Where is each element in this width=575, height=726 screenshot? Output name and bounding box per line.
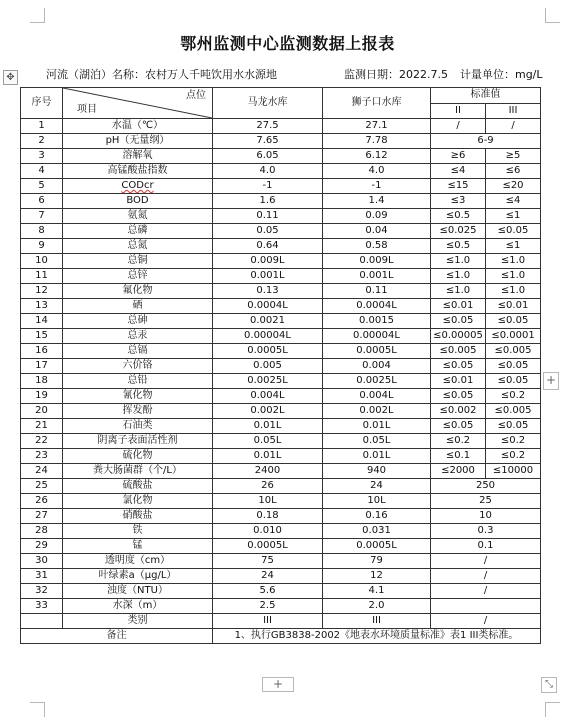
row-standard-ii: ≤0.05 (431, 389, 486, 404)
row-site1-value: 2.5 (213, 599, 323, 614)
table-row (21, 614, 541, 629)
row-standard-ii: / (431, 119, 486, 134)
table-row (21, 359, 541, 374)
row-item: 叶绿素a（μg/L） (63, 569, 213, 584)
row-site1-value: 6.05 (213, 149, 323, 164)
table-row (21, 164, 541, 179)
row-standard-iii: ≤6 (486, 164, 541, 179)
row-site1-value: 2400 (213, 464, 323, 479)
row-site2-value: 1.4 (323, 194, 431, 209)
header-seq: 序号 (21, 88, 63, 119)
row-item: 硫酸盐 (63, 479, 213, 494)
row-site1-value: 0.05 (213, 224, 323, 239)
row-item: 总砷 (63, 314, 213, 329)
row-standard-ii: ≤2000 (431, 464, 486, 479)
table-row (21, 524, 541, 539)
row-item: 粪大肠菌群（个/L） (63, 464, 213, 479)
row-number: 5 (21, 179, 63, 194)
table-row (21, 224, 541, 239)
row-site1-value: 75 (213, 554, 323, 569)
data-table (20, 87, 541, 644)
row-site1-value: 0.0005L (213, 539, 323, 554)
row-standard-ii: ≤0.005 (431, 344, 486, 359)
row-standard-value: 250 (431, 479, 541, 494)
row-site2-value: 0.05L (323, 434, 431, 449)
row-number: 31 (21, 569, 63, 584)
row-site1-value: 10L (213, 494, 323, 509)
row-item: 总镉 (63, 344, 213, 359)
row-standard-value: 0.3 (431, 524, 541, 539)
row-standard-iii: ≤0.05 (486, 359, 541, 374)
row-site2-value: 0.58 (323, 239, 431, 254)
monitor-meta (344, 66, 543, 82)
row-number: 32 (21, 584, 63, 599)
row-number: 12 (21, 284, 63, 299)
table-row (21, 239, 541, 254)
row-site2-value: 0.00004L (323, 329, 431, 344)
row-item: 总磷 (63, 224, 213, 239)
row-item: 石油类 (63, 419, 213, 434)
row-site1-value: 0.010 (213, 524, 323, 539)
table-row (21, 509, 541, 524)
row-standard-ii: ≤4 (431, 164, 486, 179)
row-standard-iii: ≤0.005 (486, 404, 541, 419)
row-standard-iii: ≤4 (486, 194, 541, 209)
row-item: 锰 (63, 539, 213, 554)
row-standard-ii: ≤1.0 (431, 254, 486, 269)
row-item: 总铅 (63, 374, 213, 389)
unit-label: 计量单位：mg/L (459, 68, 543, 81)
row-standard-ii: ≥6 (431, 149, 486, 164)
row-item: 硒 (63, 299, 213, 314)
row-site2-value: 0.002L (323, 404, 431, 419)
row-site2-value: 24 (323, 479, 431, 494)
row-site1-value: 24 (213, 569, 323, 584)
row-number: 1 (21, 119, 63, 134)
table-row (21, 269, 541, 284)
table-row (21, 329, 541, 344)
row-item: 水温（℃） (63, 119, 213, 134)
table-row (21, 404, 541, 419)
row-number: 26 (21, 494, 63, 509)
header-row (21, 88, 541, 104)
row-number: 33 (21, 599, 63, 614)
row-item: 浊度（NTU） (63, 584, 213, 599)
row-item: 氟化物 (63, 284, 213, 299)
row-site1-value: 0.01L (213, 449, 323, 464)
row-standard-iii: ≤0.05 (486, 419, 541, 434)
row-item: CODcr (63, 179, 213, 194)
row-standard-ii: ≤0.05 (431, 314, 486, 329)
row-number: 11 (21, 269, 63, 284)
row-number: 20 (21, 404, 63, 419)
row-site1-value: 0.13 (213, 284, 323, 299)
row-standard-iii: ≤1.0 (486, 269, 541, 284)
row-standard-ii: ≤3 (431, 194, 486, 209)
river-name-label: 河流（湖泊）名称：农村万人千吨饮用水水源地 (46, 68, 277, 81)
row-site2-value: 0.01L (323, 449, 431, 464)
row-number: 3 (21, 149, 63, 164)
row-standard-ii: ≤0.01 (431, 374, 486, 389)
page-corner-mark (30, 702, 45, 717)
table-row (21, 539, 541, 554)
row-number: 19 (21, 389, 63, 404)
row-standard-value: 10 (431, 509, 541, 524)
remark-row (21, 629, 541, 644)
header-item: 项目 (77, 104, 97, 115)
row-site2-value: 0.0005L (323, 539, 431, 554)
row-standard-ii: ≤0.05 (431, 419, 486, 434)
header-standard: 标准值 (431, 88, 541, 104)
row-site2-value: 12 (323, 569, 431, 584)
row-item: 氨氮 (63, 209, 213, 224)
row-site2-value: 0.001L (323, 269, 431, 284)
row-standard-iii: ≤10000 (486, 464, 541, 479)
row-number: 8 (21, 224, 63, 239)
row-number: 27 (21, 509, 63, 524)
table-row (21, 389, 541, 404)
row-item: 总氮 (63, 239, 213, 254)
row-standard-iii: ≤0.2 (486, 449, 541, 464)
row-site2-value: 940 (323, 464, 431, 479)
row-standard-iii: ≤0.05 (486, 224, 541, 239)
table-move-icon[interactable]: ✥ (3, 70, 18, 85)
row-site1-value: 0.009L (213, 254, 323, 269)
row-standard-iii: ≥5 (486, 149, 541, 164)
row-number: 22 (21, 434, 63, 449)
row-standard-ii: ≤1.0 (431, 284, 486, 299)
row-site2-value: 0.0005L (323, 344, 431, 359)
table-row (21, 449, 541, 464)
row-standard-value: / (431, 614, 541, 629)
table-row (21, 179, 541, 194)
row-standard-value: / (431, 554, 541, 569)
row-number: 6 (21, 194, 63, 209)
row-item: 六价铬 (63, 359, 213, 374)
row-site1-value: 0.0005L (213, 344, 323, 359)
table-row (21, 134, 541, 149)
row-site1-value: 0.11 (213, 209, 323, 224)
table-row (21, 494, 541, 509)
row-standard-iii: ≤20 (486, 179, 541, 194)
row-item: pH（无量纲） (63, 134, 213, 149)
table-row (21, 254, 541, 269)
row-site1-value: 0.004L (213, 389, 323, 404)
row-site2-value: 2.0 (323, 599, 431, 614)
row-site1-value: 0.64 (213, 239, 323, 254)
row-number: 10 (21, 254, 63, 269)
row-standard-iii: ≤1 (486, 239, 541, 254)
row-item: 挥发酚 (63, 404, 213, 419)
row-site2-value: 0.009L (323, 254, 431, 269)
row-site1-value: 0.0004L (213, 299, 323, 314)
row-item: 类别 (63, 614, 213, 629)
add-row-icon[interactable]: + (262, 677, 294, 692)
row-standard-iii: ≤1.0 (486, 284, 541, 299)
row-standard-iii: ≤0.05 (486, 314, 541, 329)
table-row (21, 419, 541, 434)
header-site2: 狮子口水库 (323, 88, 431, 119)
row-site2-value: III (323, 614, 431, 629)
row-site1-value: 0.00004L (213, 329, 323, 344)
header-std-ii: II (431, 103, 486, 119)
row-standard-iii: ≤0.005 (486, 344, 541, 359)
table-row (21, 284, 541, 299)
row-site1-value: 4.0 (213, 164, 323, 179)
row-site2-value: 0.0025L (323, 374, 431, 389)
row-standard-ii: ≤0.002 (431, 404, 486, 419)
row-item: 铁 (63, 524, 213, 539)
table-row (21, 479, 541, 494)
row-item: 硝酸盐 (63, 509, 213, 524)
row-standard-iii: ≤0.01 (486, 299, 541, 314)
row-item: BOD (63, 194, 213, 209)
row-site2-value: 0.004 (323, 359, 431, 374)
table-row (21, 554, 541, 569)
row-item: 水深（m） (63, 599, 213, 614)
row-site1-value: 0.0025L (213, 374, 323, 389)
row-site1-value: 0.01L (213, 419, 323, 434)
row-site2-value: 4.0 (323, 164, 431, 179)
row-item: 硫化物 (63, 449, 213, 464)
row-number: 24 (21, 464, 63, 479)
row-number: 23 (21, 449, 63, 464)
row-standard-ii: ≤0.2 (431, 434, 486, 449)
row-site2-value: 10L (323, 494, 431, 509)
row-number: 18 (21, 374, 63, 389)
row-site2-value: 0.0004L (323, 299, 431, 314)
row-site1-value: 0.005 (213, 359, 323, 374)
header-std-iii: III (486, 103, 541, 119)
row-standard-value: / (431, 569, 541, 584)
table-row (21, 374, 541, 389)
row-standard-value: 6-9 (431, 134, 541, 149)
row-standard-iii: ≤0.05 (486, 374, 541, 389)
row-number: 17 (21, 359, 63, 374)
row-site1-value: 27.5 (213, 119, 323, 134)
row-site2-value: 7.78 (323, 134, 431, 149)
header-point: 点位 (186, 90, 206, 101)
row-standard-iii: / (486, 119, 541, 134)
table-row (21, 209, 541, 224)
row-standard-value: 0.1 (431, 539, 541, 554)
header-diagonal-cell (63, 88, 213, 119)
row-standard-ii: ≤0.025 (431, 224, 486, 239)
row-number: 2 (21, 134, 63, 149)
table-row (21, 464, 541, 479)
row-number: 7 (21, 209, 63, 224)
table-row (21, 344, 541, 359)
row-number (21, 614, 63, 629)
row-site1-value: 0.0021 (213, 314, 323, 329)
remark-text: 1、执行GB3838-2002《地表水环境质量标准》表1 III类标准。 (213, 629, 541, 644)
report-title: 鄂州监测中心监测数据上报表 (180, 34, 395, 53)
row-item: 总汞 (63, 329, 213, 344)
row-site2-value: 6.12 (323, 149, 431, 164)
row-number: 16 (21, 344, 63, 359)
row-site2-value: 0.04 (323, 224, 431, 239)
table-row (21, 149, 541, 164)
header-site1: 马龙水库 (213, 88, 323, 119)
row-number: 15 (21, 329, 63, 344)
row-site1-value: 26 (213, 479, 323, 494)
row-number: 21 (21, 419, 63, 434)
remark-label: 备注 (21, 629, 213, 644)
row-site1-value: 5.6 (213, 584, 323, 599)
row-site2-value: 0.11 (323, 284, 431, 299)
row-site1-value: III (213, 614, 323, 629)
row-site1-value: 0.05L (213, 434, 323, 449)
table-row (21, 119, 541, 134)
row-number: 9 (21, 239, 63, 254)
page-corner-mark (30, 8, 45, 23)
page-corner-mark (545, 702, 560, 717)
resize-icon[interactable]: ⤡ (541, 677, 557, 693)
table-row (21, 434, 541, 449)
row-item: 总锌 (63, 269, 213, 284)
row-item: 总铜 (63, 254, 213, 269)
row-item: 氯化物 (63, 494, 213, 509)
row-number: 25 (21, 479, 63, 494)
row-site2-value: 0.09 (323, 209, 431, 224)
row-standard-ii: ≤15 (431, 179, 486, 194)
row-standard-ii: ≤0.5 (431, 209, 486, 224)
row-site2-value: 0.004L (323, 389, 431, 404)
row-standard-ii: ≤0.1 (431, 449, 486, 464)
row-site2-value: -1 (323, 179, 431, 194)
row-number: 14 (21, 314, 63, 329)
row-number: 29 (21, 539, 63, 554)
table-row (21, 194, 541, 209)
row-standard-value: 25 (431, 494, 541, 509)
row-standard-value (431, 599, 541, 614)
row-item: 氰化物 (63, 389, 213, 404)
add-column-icon[interactable]: + (543, 372, 559, 390)
row-standard-value: / (431, 584, 541, 599)
row-site1-value: 1.6 (213, 194, 323, 209)
row-standard-ii: ≤1.0 (431, 269, 486, 284)
date-label: 监测日期：2022.7.5 (344, 68, 448, 81)
row-standard-ii: ≤0.05 (431, 359, 486, 374)
row-standard-iii: ≤1 (486, 209, 541, 224)
row-site1-value: 0.002L (213, 404, 323, 419)
row-number: 28 (21, 524, 63, 539)
row-site1-value: 0.18 (213, 509, 323, 524)
row-site1-value: -1 (213, 179, 323, 194)
row-number: 30 (21, 554, 63, 569)
page-corner-mark (545, 8, 560, 23)
row-site2-value: 27.1 (323, 119, 431, 134)
row-item: 阴离子表面活性剂 (63, 434, 213, 449)
row-site2-value: 4.1 (323, 584, 431, 599)
row-site1-value: 0.001L (213, 269, 323, 284)
row-item: 透明度（cm） (63, 554, 213, 569)
row-item: 溶解氧 (63, 149, 213, 164)
row-number: 13 (21, 299, 63, 314)
row-number: 4 (21, 164, 63, 179)
table-row (21, 599, 541, 614)
row-site2-value: 79 (323, 554, 431, 569)
row-standard-ii: ≤0.00005 (431, 329, 486, 344)
table-row (21, 314, 541, 329)
row-site2-value: 0.031 (323, 524, 431, 539)
row-site2-value: 0.0015 (323, 314, 431, 329)
table-row (21, 584, 541, 599)
row-standard-iii: ≤1.0 (486, 254, 541, 269)
table-row (21, 299, 541, 314)
row-site1-value: 7.65 (213, 134, 323, 149)
row-standard-iii: ≤0.2 (486, 389, 541, 404)
table-row (21, 569, 541, 584)
row-site2-value: 0.01L (323, 419, 431, 434)
row-item: 高锰酸盐指数 (63, 164, 213, 179)
row-standard-iii: ≤0.0001 (486, 329, 541, 344)
row-site2-value: 0.16 (323, 509, 431, 524)
row-standard-ii: ≤0.01 (431, 299, 486, 314)
row-standard-iii: ≤0.2 (486, 434, 541, 449)
row-standard-ii: ≤0.5 (431, 239, 486, 254)
